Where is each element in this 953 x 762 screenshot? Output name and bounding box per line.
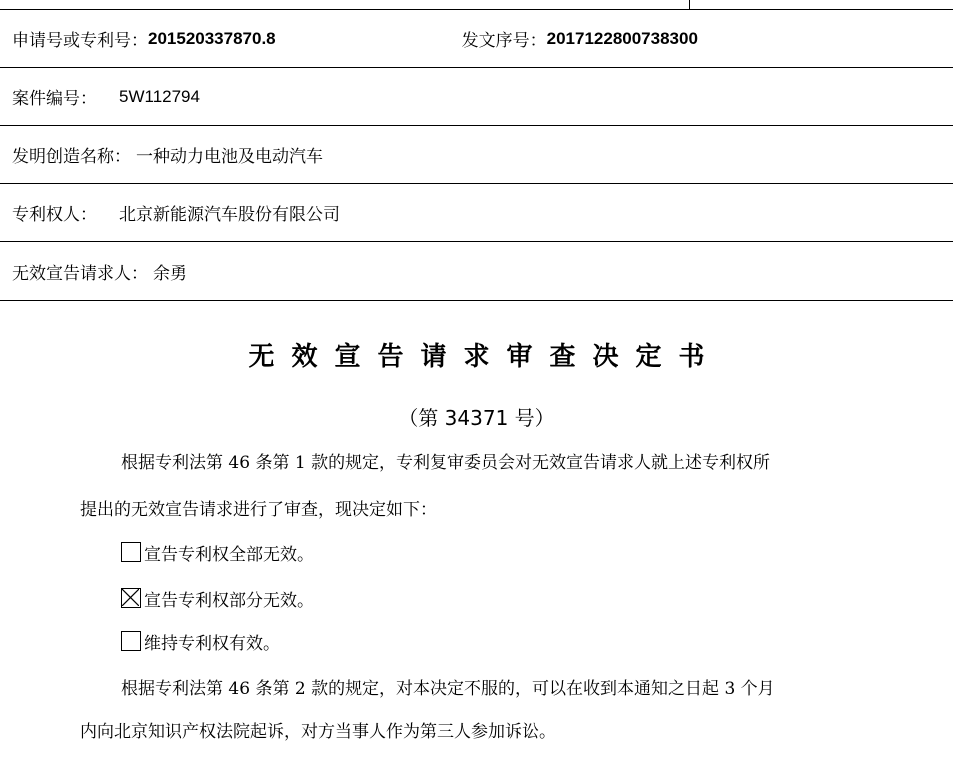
checkbox-unchecked [121, 542, 141, 562]
application-number-row [0, 10, 953, 68]
requester-value: 余勇 [153, 263, 187, 284]
paragraph-1-line-1: 根据专利法第 46 条第 1 款的规定，专利复审委员会对无效宣告请求人就上述专利权所 [121, 453, 771, 473]
patentee-value: 北京新能源汽车股份有限公司 [119, 205, 340, 225]
option-maintain-valid [121, 630, 280, 652]
application-number-value: 201520337870.8 [148, 28, 276, 48]
case-number-label: 案件编号： [12, 89, 97, 109]
checkbox-checked [121, 588, 141, 608]
option-label: 宣告专利权部分无效。 [144, 590, 314, 611]
requester-label: 无效宣告请求人： [12, 263, 148, 284]
paragraph-2-line-2: 内向北京知识产权法院起诉，对方当事人作为第三人参加诉讼。 [80, 722, 556, 742]
option-label: 宣告专利权全部无效。 [144, 544, 314, 565]
invention-name-row [0, 126, 953, 184]
requester-row [0, 242, 953, 301]
decision-number: （第 34371 号） [398, 406, 555, 430]
patentee-label: 专利权人： [12, 205, 97, 225]
case-number-row [0, 68, 953, 126]
paragraph-2-line-1: 根据专利法第 46 条第 2 款的规定，对本决定不服的，可以在收到本通知之日起 3 个月 [121, 679, 775, 699]
document-title: 无效宣告请求审查决定书 [248, 342, 722, 372]
document-serial-label: 发文序号： [461, 31, 547, 51]
paragraph-1-line-2: 提出的无效宣告请求进行了审查，现决定如下： [80, 500, 437, 520]
option-label: 维持专利权有效。 [144, 633, 280, 654]
patentee-row [0, 184, 953, 242]
application-number-label: 申请号或专利号： [12, 31, 148, 51]
checkbox-unchecked [121, 631, 141, 651]
document-serial-value: 2017122800738300 [546, 28, 698, 48]
case-number-value: 5W112794 [119, 86, 200, 106]
invention-name-label: 发明创造名称： [12, 147, 131, 167]
option-invalidate-partial [121, 587, 314, 609]
invention-name-value: 一种动力电池及电动汽车 [136, 147, 323, 167]
option-invalidate-all [121, 541, 314, 563]
top-rule-tick [689, 0, 690, 9]
